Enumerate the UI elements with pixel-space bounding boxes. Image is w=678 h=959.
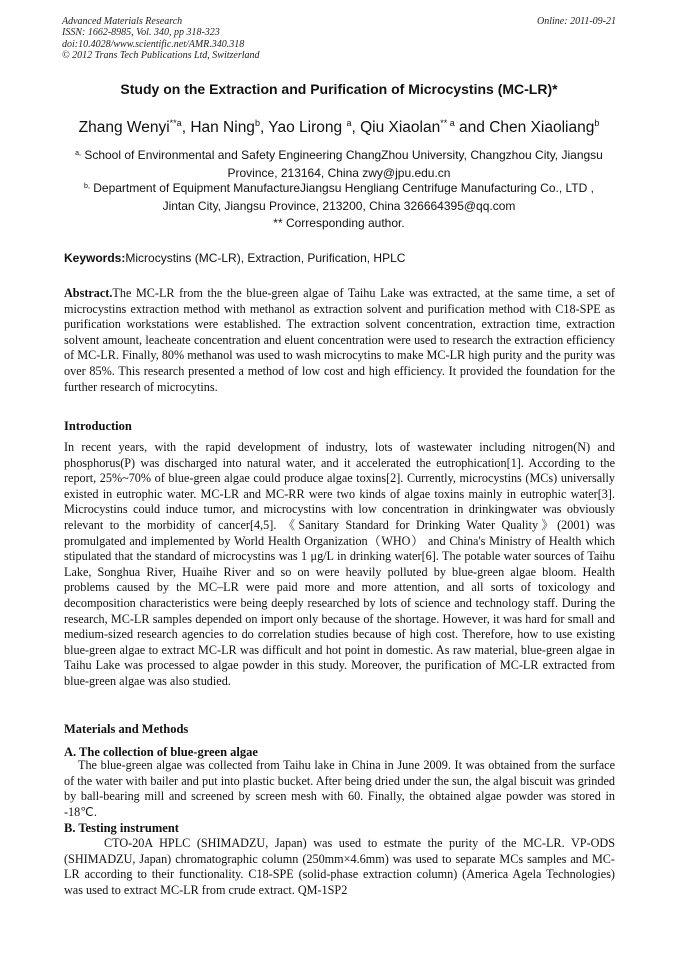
section-a-text: The blue-green algae was collected from Taihu lake in China in June 2009. It was obtained from the surface of the water with bailer and put into plastic bucket. After being dried under the sun, the algal biscuit was grinded by ball-bearing mill and screened by screen mesh with 60. Finally, the obtained algae powder was stored in -18℃. (64, 758, 615, 819)
keywords-label: Keywords: (64, 251, 126, 265)
author-name: Zhang Wenyi (78, 119, 170, 136)
journal-header (62, 16, 616, 62)
section-b-text: CTO-20A HPLC (SHIMADZU, Japan) was used to estmate the purity of the MC-LR. VP-ODS (SHIMADZU, Japan) chromatographic column (250mm×4.6mm) was used to separate MCs samples and MC-LR according to their functionality. C18-SPE (solid-phase extraction column) (America Agela Technologies) was used to extract MC-LR from crude extract. QM-1SP2 (64, 836, 615, 897)
section-a-heading: A. The collection of blue-green algae (64, 745, 258, 759)
affiliation-b (50, 179, 628, 215)
abstract-label: Abstract. (64, 286, 113, 300)
author-separator: , (351, 119, 361, 136)
online-date: Online: 2011-09-21 (537, 16, 616, 27)
author-marker: **a (169, 118, 182, 128)
author-name: Yao Lirong (268, 119, 347, 136)
affiliation-marker: a, (75, 150, 81, 157)
journal-copyright: © 2012 Trans Tech Publications Ltd, Switzerland (62, 50, 260, 62)
affiliation-line: School of Environmental and Safety Engineering ChangZhou University, Changzhou City, Jiangsu (80, 148, 603, 162)
affiliation-line: Department of Equipment ManufactureJiangsu Hengliang Centrifuge Manufacturing Co., LTD , (89, 181, 594, 195)
corresponding-author-note: ** Corresponding author. (273, 216, 405, 230)
affiliation-line: Jintan City, Jiangsu Province, 213200, China 326664395@qq.com (162, 199, 516, 213)
author-separator: and (454, 119, 490, 136)
keywords (64, 250, 618, 266)
author-separator: , (181, 119, 191, 136)
author-name: Chen Xiaoliang (489, 119, 595, 136)
journal-name: Advanced Materials Research (62, 16, 183, 27)
author-marker: a (346, 118, 352, 128)
abstract-text: The MC-LR from the the blue-green algae of Taihu Lake was extracted, at the same time, a set of microcystins extraction method with methanol as extraction solvent and purification method with C18-SPE as purification workstations were established. The extraction solvent concentration, extraction time, extraction solvent amount, leacheate concentration and eluent concentration were used to research the extraction efficiency of MC-LR. Finally, 80% methanol was used to wash microcytins to make MC-LR high purity and the purity was over 85%. This research presented a method of low cost and high efficiency. It provided the foundation for the further research of microcytins. (64, 286, 615, 394)
affiliation-line: Province, 213164, China zwy@jpu.edu.cn (227, 166, 451, 180)
affiliation-a (50, 146, 628, 182)
author-marker: b (254, 118, 260, 128)
journal-doi: doi:10.4028/www.scientific.net/AMR.340.318 (62, 38, 245, 50)
author-marker: ** a (440, 118, 455, 128)
author-separator: , (259, 119, 269, 136)
author-marker: b (594, 118, 600, 128)
paper-title: Study on the Extraction and Purification of Microcystins (MC-LR)* (120, 81, 558, 97)
abstract (64, 286, 615, 395)
introduction-heading: Introduction (64, 419, 132, 433)
keywords-text: Microcystins (MC-LR), Extraction, Purification, HPLC (125, 251, 406, 265)
affiliation-marker: b, (84, 183, 90, 190)
author-name: Han Ning (190, 119, 255, 136)
introduction-text: In recent years, with the rapid development of industry, lots of wastewater including nitrogen(N) and phosphorus(P) was discharged into natural water, and it accelerated the eutrophication[1]. According to the report, 25%~70% of blue-green algae could produce algae toxins[2]. Currently, microcystins (MCs) universally existed in eutrophic water. MC-LR and MC-RR were two kinds of algae toxins mainly in eutrophic water[3]. Microcystins could induce tumor, and microcystins with low concentration in drinkingwater was obviously relevant to the morbidity of cancer[4,5]. 《Sanitary Standard for Drinking Water Quality》(2001) was promulgated and implemented by World Health Organization（WHO） and China's Ministry of Health which stipulated that the standard of microcystins was 1 μg/L in drinking water[6]. The potable water sources of Taihu Lake, Songhua River, Huaihe River and so on were heavily polluted by blue-green algae bloom. Health problems caused by the MC–LR were paid more and more attention, and all sorts of toxicology and decomposition characteristics were being deeply researched by lots of science and technology staff. During the research, MC-LR samples depended on import only because of the shortage. However, it was hard for small and medium-sized research agencies to do correlation studies because of high cost. Therefore, how to use existing blue-green algae to extract MC-LR was difficult and hot point in domestic. As raw material, blue-green algae in Taihu Lake was processed to algae powder in this study. Moreover, the purification of MC-LR extracted from blue-green algae was also studied. (64, 440, 615, 688)
author-list (30, 118, 648, 138)
methods-heading: Materials and Methods (64, 722, 189, 736)
section-b-heading: B. Testing instrument (64, 821, 179, 835)
author-name: Qiu Xiaolan (360, 119, 441, 136)
journal-issn: ISSN: 1662-8985, Vol. 340, pp 318-323 (62, 27, 220, 39)
